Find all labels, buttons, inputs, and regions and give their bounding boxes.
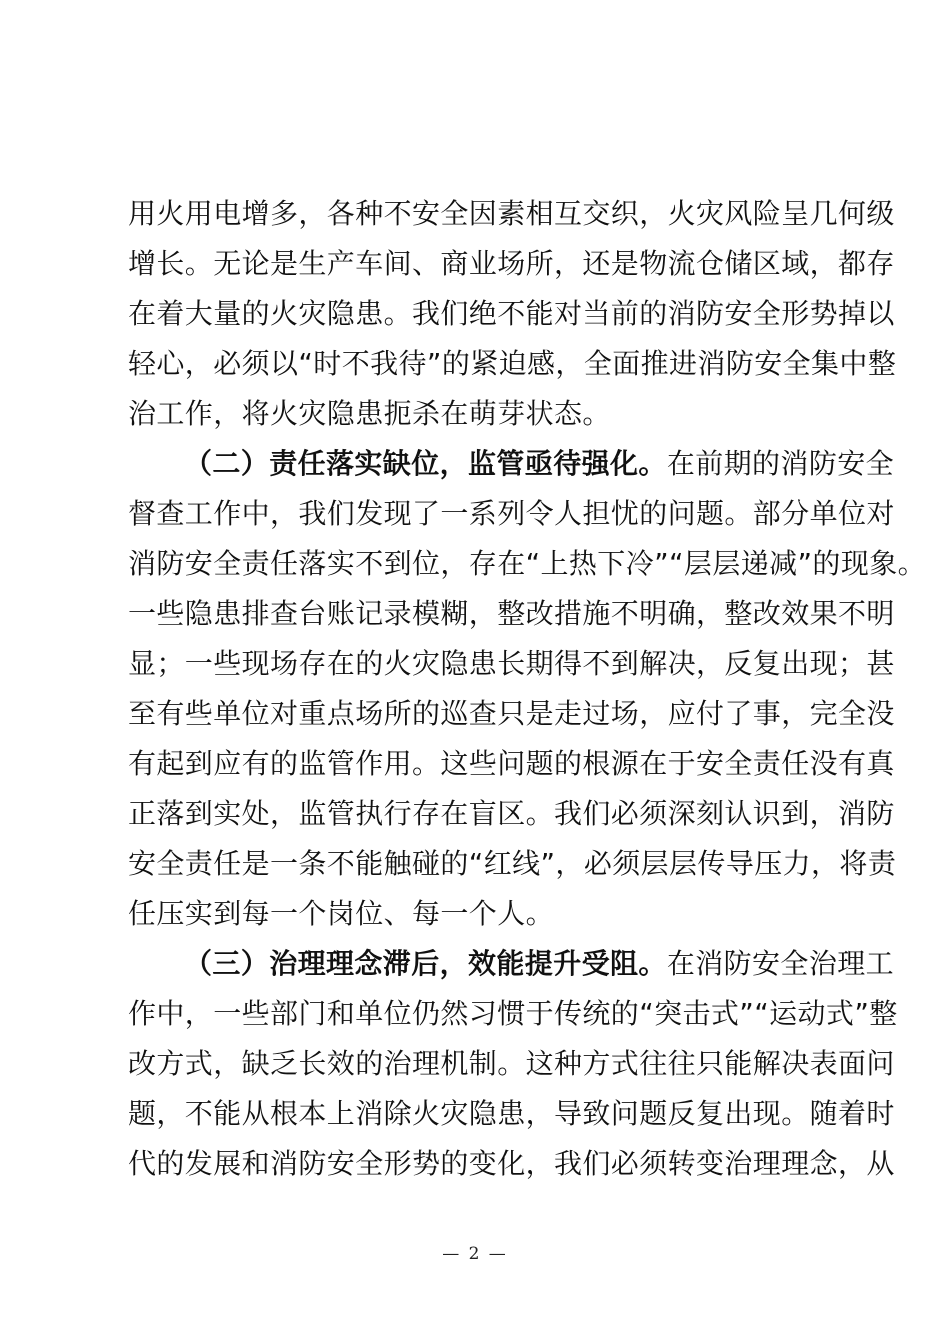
section-3-heading: （三）治理理念滞后，效能提升受阻。 bbox=[184, 947, 667, 980]
paragraph-line: 在着大量的火灾隐患。我们绝不能对当前的消防安全形势掉以 bbox=[128, 297, 895, 330]
paragraph-line: 一些隐患排查台账记录模糊，整改措施不明确，整改效果不明 bbox=[128, 597, 895, 630]
paragraph-line: 正落到实处，监管执行存在盲区。我们必须深刻认识到，消防 bbox=[128, 797, 895, 830]
paragraph-line: 代的发展和消防安全形势的变化，我们必须转变治理理念，从 bbox=[128, 1147, 895, 1180]
section-2-heading: （二）责任落实缺位，监管亟待强化。 bbox=[184, 447, 667, 480]
section-3-lead: 在消防安全治理工 bbox=[666, 947, 895, 980]
section-3-first-line bbox=[184, 946, 894, 982]
paragraph-line: 题，不能从根本上消除火灾隐患，导致问题反复出现。随着时 bbox=[128, 1097, 895, 1130]
section-2-lead: 在前期的消防安全 bbox=[666, 447, 895, 480]
paragraph-line: 安全责任是一条不能触碰的“红线”，必须层层传导压力，将责 bbox=[128, 847, 897, 880]
paragraph-line: 增长。无论是生产车间、商业场所，还是物流仓储区域，都存 bbox=[128, 247, 895, 280]
paragraph-line: 有起到应有的监管作用。这些问题的根源在于安全责任没有真 bbox=[128, 747, 895, 780]
paragraph-line: 督查工作中，我们发现了一系列令人担忧的问题。部分单位对 bbox=[128, 497, 895, 530]
paragraph-line: 治工作，将火灾隐患扼杀在萌芽状态。 bbox=[128, 397, 611, 430]
page-number: — 2 — bbox=[442, 1244, 508, 1264]
paragraph-line: 作中，一些部门和单位仍然习惯于传统的“突击式”“运动式”整 bbox=[128, 997, 898, 1030]
paragraph-line: 消防安全责任落实不到位，存在“上热下冷”“层层递减”的现象。 bbox=[128, 547, 927, 580]
paragraph-line: 任压实到每一个岗位、每一个人。 bbox=[128, 897, 555, 930]
paragraph-line: 显；一些现场存在的火灾隐患长期得不到解决，反复出现；甚 bbox=[128, 647, 895, 680]
paragraph-line: 轻心，必须以“时不我待”的紧迫感，全面推进消防安全集中整 bbox=[128, 347, 897, 380]
paragraph-line: 至有些单位对重点场所的巡查只是走过场，应付了事，完全没 bbox=[128, 697, 895, 730]
paragraph-line: 用火用电增多，各种不安全因素相互交织，火灾风险呈几何级 bbox=[128, 197, 895, 230]
section-2-first-line bbox=[184, 446, 894, 482]
paragraph-line: 改方式，缺乏长效的治理机制。这种方式往往只能解决表面问 bbox=[128, 1047, 895, 1080]
